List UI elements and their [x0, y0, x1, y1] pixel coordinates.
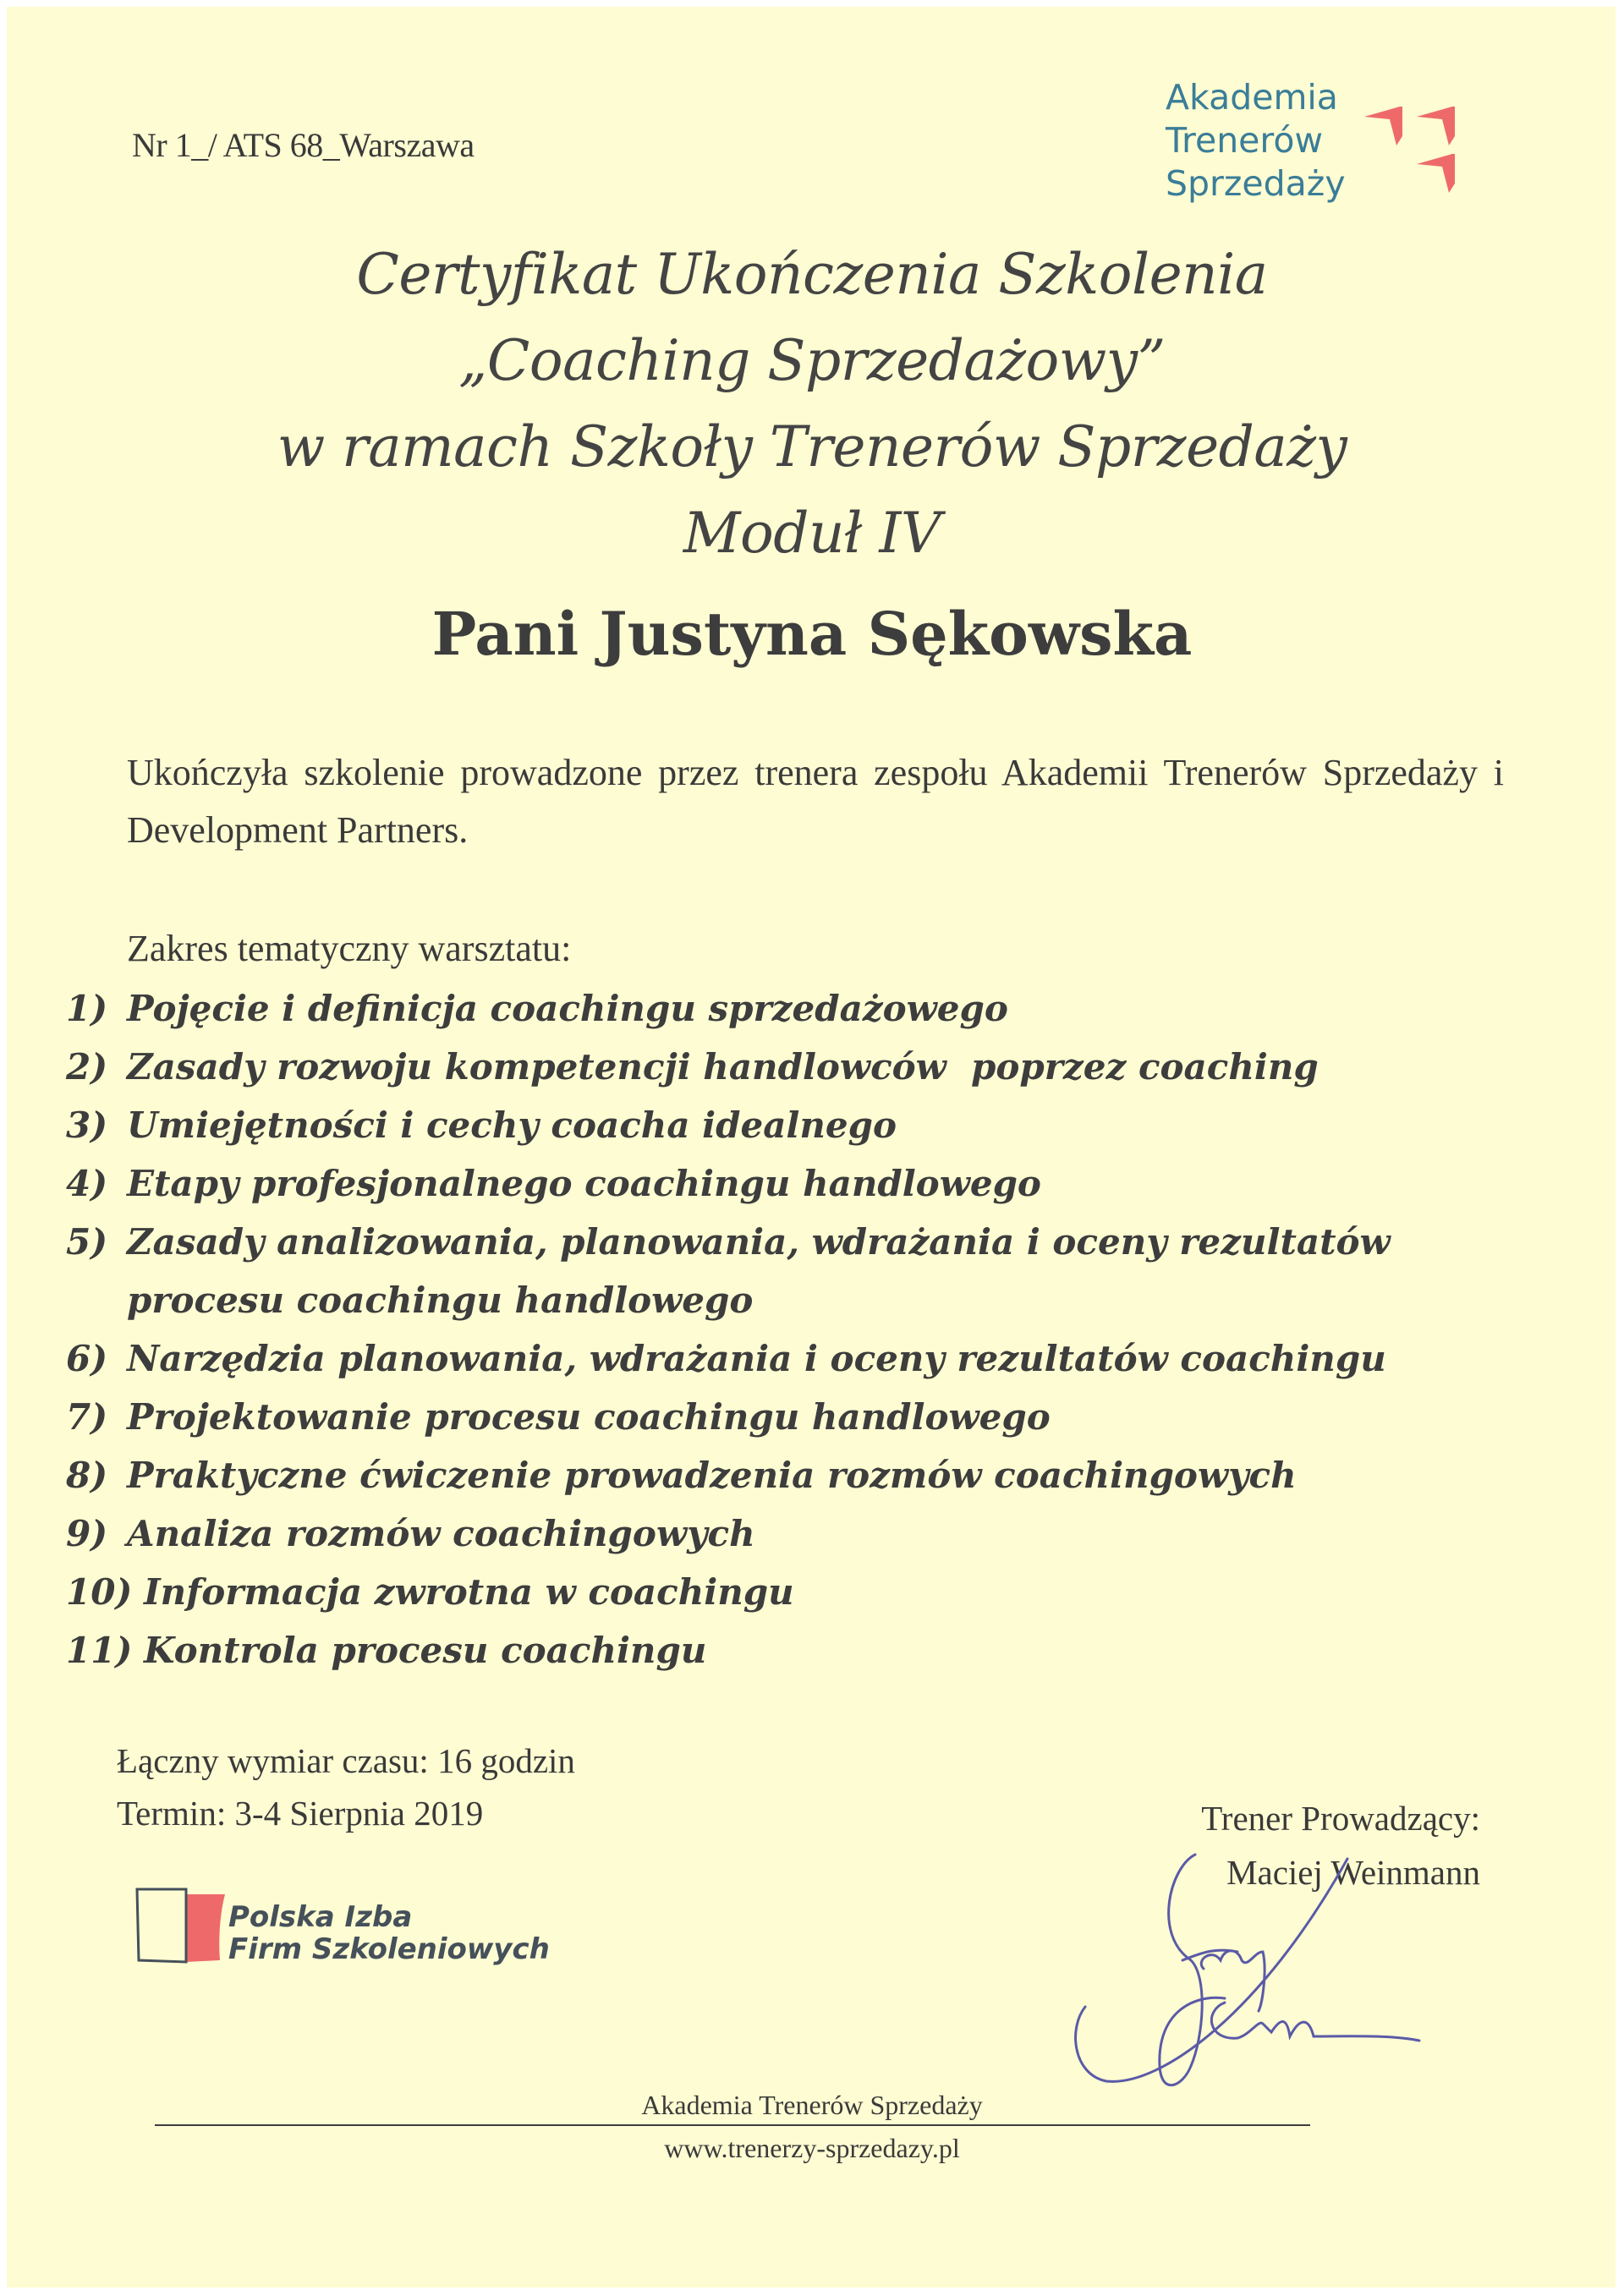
- list-item: [66, 1571, 1546, 1630]
- list-item: [66, 1338, 1546, 1396]
- akademia-logo-text: [1166, 76, 1346, 205]
- list-item: [66, 1163, 1546, 1221]
- logo-line-1: Akademia: [1166, 77, 1338, 118]
- item-number: 8): [66, 1455, 108, 1496]
- item-text: Kontrola procesu coachingu: [144, 1630, 707, 1671]
- pifs-line-1: Polska Izba: [228, 1900, 413, 1934]
- pifs-logo-text: [228, 1901, 550, 1965]
- item-text: Narzędzia planowania, wdrażania i oceny rezultatów coachingu: [127, 1338, 1386, 1379]
- item-text-continuation: procesu coachingu handlowego: [127, 1280, 754, 1321]
- logo-line-2: Trenerów: [1166, 120, 1323, 161]
- akademia-logo-mark-icon: [1364, 107, 1466, 200]
- signature-stroke: [1211, 2003, 1419, 2041]
- signature-stroke: [1160, 1855, 1225, 2085]
- trainer-label: Trener Prowadzący:: [1201, 1799, 1480, 1838]
- list-item: [66, 1513, 1546, 1571]
- item-number: 7): [66, 1396, 108, 1438]
- recipient-name: Pani Justyna Sękowska: [431, 599, 1193, 669]
- footer-divider: [155, 2124, 1310, 2126]
- completion-statement: Ukończyła szkolenie prowadzone przez trenera zespołu Akademii Trenerów Sprzedaży i Development Partners.: [127, 752, 1504, 851]
- item-number: 5): [66, 1221, 108, 1263]
- course-name: „Coaching Sprzedażowy”: [458, 328, 1166, 393]
- topics-heading: Zakres tematyczny warsztatu:: [127, 928, 572, 969]
- item-text: Projektowanie procesu coachingu handlowego: [127, 1396, 1051, 1438]
- logo-line-3: Sprzedaży: [1166, 163, 1346, 204]
- training-dates: Termin: 3-4 Sierpnia 2019: [117, 1794, 484, 1833]
- footer-organization: Akademia Trenerów Sprzedaży: [641, 2090, 983, 2120]
- item-text: Pojęcie i definicja coachingu sprzedażowego: [127, 988, 1008, 1029]
- item-number: 1): [66, 988, 108, 1029]
- footer-website-link[interactable]: www.trenerzy-sprzedazy.pl: [664, 2133, 960, 2163]
- item-number: 4): [66, 1163, 108, 1204]
- item-number: 6): [66, 1338, 108, 1379]
- certificate-page: [7, 7, 1616, 2288]
- certificate-title: Certyfikat Ukończenia Szkolenia: [356, 242, 1268, 307]
- chevron-mark-3: [1417, 154, 1455, 193]
- list-item: [66, 1630, 1546, 1688]
- trainer-signature: [1068, 1842, 1491, 2112]
- chevron-mark-1: [1364, 107, 1402, 145]
- item-number: 10): [66, 1571, 133, 1613]
- item-number: 11): [66, 1630, 133, 1671]
- list-item: [66, 1104, 1546, 1163]
- pifs-logo: [134, 1884, 550, 1977]
- open-book-icon: [134, 1884, 235, 1969]
- list-item: [66, 1455, 1546, 1513]
- module-number: Moduł IV: [683, 501, 941, 566]
- document-number: Nr 1_/ ATS 68_Warszawa: [132, 126, 475, 164]
- item-text: Zasady rozwoju kompetencji handlowców poprzez coaching: [127, 1046, 1319, 1088]
- item-text: Zasady analizowania, planowania, wdrażania i oceny rezultatów: [127, 1221, 1391, 1263]
- item-number: 3): [66, 1104, 108, 1146]
- item-text: Praktyczne ćwiczenie prowadzenia rozmów coachingowych: [127, 1455, 1297, 1496]
- signature-stroke: [1076, 1859, 1347, 2081]
- program-name: w ramach Szkoły Trenerów Sprzedaży: [277, 414, 1347, 479]
- total-duration: Łączny wymiar czasu: 16 godzin: [117, 1741, 575, 1780]
- item-number: 9): [66, 1513, 108, 1554]
- list-item: [66, 1396, 1546, 1455]
- list-item: [66, 988, 1546, 1046]
- pifs-line-2: Firm Szkoleniowych: [228, 1932, 550, 1966]
- item-number: 2): [66, 1046, 108, 1088]
- list-item: [66, 1221, 1546, 1338]
- item-text: Umiejętności i cechy coacha idealnego: [127, 1104, 897, 1146]
- topics-list: [66, 988, 1546, 1688]
- item-text: Analiza rozmów coachingowych: [127, 1513, 755, 1554]
- item-text: Informacja zwrotna w coachingu: [144, 1571, 794, 1613]
- item-text: Etapy profesjonalnego coachingu handlowego: [127, 1163, 1041, 1204]
- chevron-mark-2: [1417, 107, 1455, 145]
- list-item: [66, 1046, 1546, 1104]
- trainer-name: Maciej Weinmann: [1226, 1853, 1480, 1892]
